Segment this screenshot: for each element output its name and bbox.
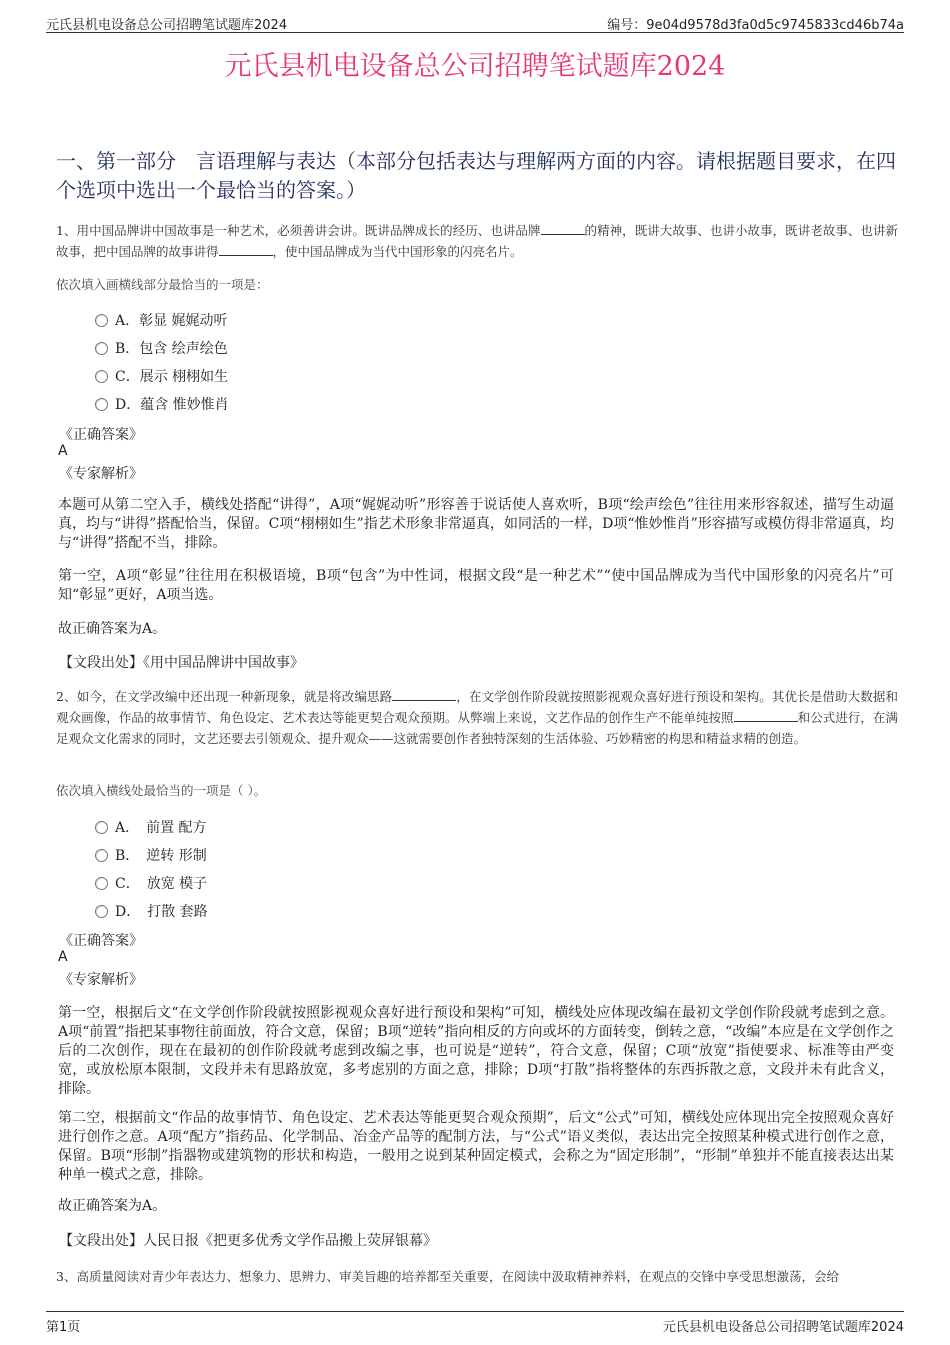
q1-option-c[interactable] [95, 366, 228, 386]
q1-option-a[interactable] [95, 310, 228, 330]
q1-analysis-para-2: 第一空，A项“彰显”往往用在积极语境，B项“包含”为中性词，根据文段“是一种艺术”“使中国品牌成为当代中国形象的闪亮名片”可知“彰显”更好，A项当选。 [58, 568, 894, 603]
question-2-part2: ，在文学创作阶段就按照影视观众喜好进行预设和架构。其优长是借助大数据和观众画像，作品的故事情节、角色设定、艺术表达等能更契合观众预期。从弊端上来说，文艺作品的创作生产不能单纯按照 [56, 689, 898, 725]
question-2-blank-2 [734, 709, 798, 722]
radio-icon[interactable] [95, 849, 108, 862]
question-3-text: 3、高质量阅读对青少年表达力、想象力、思辨力、审美旨趣的培养都至关重要，在阅读中汲取精神养料，在观点的交锋中享受思想激荡，会给 [56, 1269, 839, 1284]
radio-icon[interactable] [95, 314, 108, 327]
question-1-part3: ，使中国品牌成为当代中国形象的闪亮名片。 [272, 244, 523, 259]
footer-page-number: 第1页 [46, 1320, 81, 1335]
radio-icon[interactable] [95, 342, 108, 355]
q2-option-d[interactable] [95, 901, 208, 921]
radio-icon[interactable] [95, 370, 108, 383]
q1-source: 【文段出处】《用中国品牌讲中国故事》 [59, 655, 304, 671]
page-footer [46, 1311, 904, 1334]
option-label: D．蕴含 惟妙惟肖 [115, 397, 229, 413]
question-2-prompt: 依次填入横线处最恰当的一项是（ ）。 [56, 783, 267, 798]
radio-icon[interactable] [95, 398, 108, 411]
q2-option-a[interactable] [95, 817, 207, 837]
option-label: B．包含 绘声绘色 [115, 341, 228, 357]
question-2-text [56, 686, 898, 749]
q2-option-b[interactable] [95, 845, 207, 865]
q1-analysis-label: 《专家解析》 [59, 466, 143, 482]
option-label: C． 放宽 模子 [115, 876, 208, 892]
header-doc-title: 元氏县机电设备总公司招聘笔试题库2024 [46, 18, 288, 33]
q2-analysis-para-3: 故正确答案为A。 [58, 1198, 167, 1214]
radio-icon[interactable] [95, 821, 108, 834]
radio-icon[interactable] [95, 877, 108, 890]
q2-analysis-para-2: 第二空，根据前文“作品的故事情节、角色设定、艺术表达等能更契合观众预期”，后文“公式”可知，横线处应体现出完全按照观众喜好进行创作之意。A项“配方”指药品、化学制品、冶金产品等的配制方法，与“公式”语义类似，表达出完全按照某种模式进行创作之意，保留。B项“形制”指器物或建筑物的形状和构造，一般用之说到某种固定模式，会称之为“固定形制”，“形制”单独并不能直接表达出某种单一模式之意，排除。 [58, 1110, 894, 1183]
radio-icon[interactable] [95, 905, 108, 918]
question-1-text [56, 220, 898, 262]
q2-analysis-label: 《专家解析》 [59, 972, 143, 988]
q1-answer-label: 《正确答案》 [59, 427, 143, 443]
question-2-part3: 和公式进行，在满足观众文化需求的同时，文艺还要去引领观众、提升观众——这就需要创作者独特深刻的生活体验、巧妙精密的构思和精益求精的创造。 [56, 710, 898, 746]
footer-doc-title: 元氏县机电设备总公司招聘笔试题库2024 [662, 1320, 904, 1335]
option-label: A． 前置 配方 [115, 820, 207, 836]
q1-analysis-para-3: 故正确答案为A。 [58, 621, 167, 637]
q2-analysis-para-1: 第一空，根据后文“在文学创作阶段就按照影视观众喜好进行预设和架构”可知，横线处应体现改编在最初文学创作阶段就考虑到之意。A项“前置”指把某事物往前面放，符合文意，保留；B项“逆转”指向相反的方向或坏的方面转变，倒转之意，“改编”本应是在文学创作之后的二次创作，现在在最初的创作阶段就考虑到改编之事，也可说是“逆转”，符合文意，保留；C项“放宽”指使要求、标准等由严变宽，或放松原本限制，文段并未有思路放宽，多考虑别的方面之意，排除；D项“打散”指将整体的东西拆散之意，文段并未有此含义，排除。 [58, 1005, 894, 1097]
q2-option-c[interactable] [95, 873, 207, 893]
option-label: B． 逆转 形制 [115, 848, 207, 864]
question-1-part2: 的精神，既讲大故事、也讲小故事，既讲老故事、也讲新故事，把中国品牌的故事讲得 [56, 223, 898, 259]
question-1-prompt: 依次填入画横线部分最恰当的一项是： [56, 277, 269, 292]
question-1-part1: 1、用中国品牌讲中国故事是一种艺术，必须善讲会讲。既讲品牌成长的经历、也讲品牌 [56, 223, 541, 238]
section-heading: 一、第一部分 言语理解与表达（本部分包括表达与理解两方面的内容。请根据题目要求，在四个选项中选出一个最恰当的答案。） [56, 149, 896, 202]
question-2-blank-1 [392, 688, 456, 701]
option-label: D． 打散 套路 [115, 904, 208, 920]
q1-answer: A [58, 443, 68, 459]
q2-source: 【文段出处】人民日报《把更多优秀文学作品搬上荧屏银幕》 [59, 1233, 437, 1249]
question-1-blank-1 [541, 222, 585, 235]
q1-option-d[interactable] [95, 394, 229, 414]
page-title: 元氏县机电设备总公司招聘笔试题库2024 [224, 51, 726, 82]
q2-answer: A [58, 949, 68, 965]
option-label: C．展示 栩栩如生 [115, 369, 229, 385]
q2-answer-label: 《正确答案》 [59, 933, 143, 949]
q1-option-b[interactable] [95, 338, 228, 358]
option-label: A．彰显 娓娓动听 [115, 313, 228, 329]
q1-analysis-para-1: 本题可从第二空入手，横线处搭配“讲得”，A项“娓娓动听”形容善于说话使人喜欢听，B项“绘声绘色”往往用来形容叙述，描写生动逼真，均与“讲得”搭配恰当，保留。C项“栩栩如生”指艺术形象非常逼真，如同活的一样，D项“惟妙惟肖”形容描写或模仿得非常逼真，均与“讲得”搭配不当，排除。 [58, 497, 894, 551]
question-1-blank-2 [219, 243, 273, 256]
question-2-part1: 2、如今，在文学改编中还出现一种新现象，就是将改编思路 [56, 689, 393, 704]
page-header [46, 12, 904, 33]
header-doc-id: 编号：9e04d9578d3fa0d5c9745833cd46b74a [607, 18, 904, 33]
